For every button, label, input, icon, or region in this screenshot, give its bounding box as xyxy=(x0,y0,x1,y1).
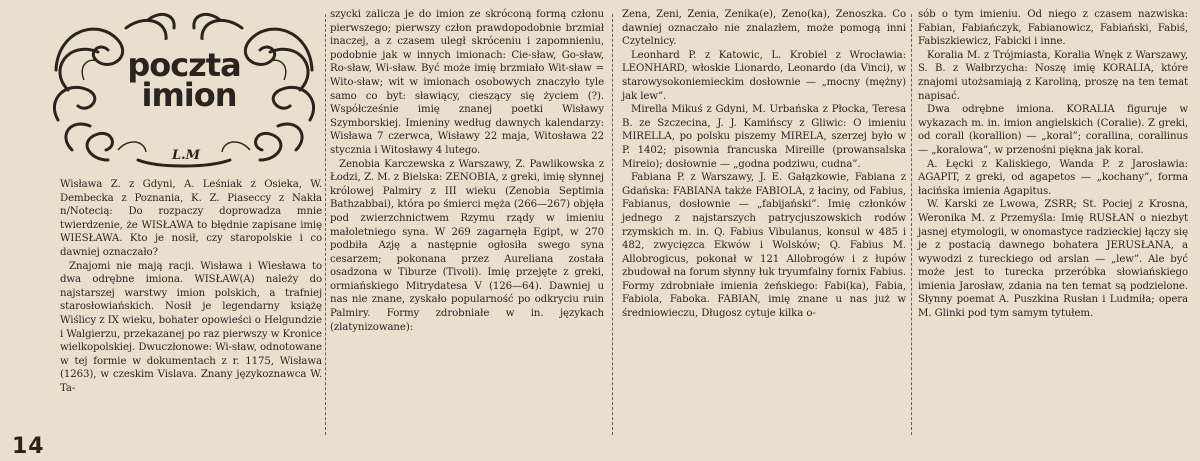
logo-title-line2: imion xyxy=(141,76,237,114)
column-3 xyxy=(622,8,906,321)
col3-paragraph-4: Fabiana P. z Warszawy, J. E. Gałązkowie, Fabiana z Gdańska: FABIANA także FABIOLA, z łaciny, od Fabius, Fabianus, dosłownie — „fabijański”. Imię członków jednego z najstarszych patrycjuszowskich rodów rzymskich m. in. Q. Fabius Vibulanus, konsul w 485 i 482, zwycięzca Ekwów i Wolsków; Q. Fabius M. Allobrogicus, pokonał w 121 Allobrogów i z łupów zbudował na forum słynny łuk tryumfalny fornix Fabius. Formy zdrobniałe imienia żeńskiego: Fabi(ka), Fabia, Fabiola, Faboka. FABIAN, imię znane u nas już w średniowieczu, Długosz cytuje kilka o- xyxy=(622,172,906,320)
column-divider-1 xyxy=(325,14,326,435)
column-1 xyxy=(60,178,322,396)
col1-paragraph-2: Znajomi nie mają racji. Wisława i Wiesława to dwa odrębne imiona. WISŁAW(A) należy do najstarszej warstwy imion polskich, a trafniej starosłowiańskich. Nosił je legendarny książę Wiślicy z IX wieku, bohater opowieści o Helgundzie i Walgierzu, przekazanej po raz pierwszy w Kronice wielkopolskiej. Dwuczłonowe: Wi-sław, odnotowane w tej formie w dokumentach z r. 1175, Wisława (1263), w czeskim Vislava. Znany językoznawca W. Ta- xyxy=(60,260,322,394)
col4-paragraph-5: W. Karski ze Lwowa, ZSRR; St. Pociej z Krosna, Weronika M. z Przemyśla: Imię RUSŁAN o niezbyt jasnej etymologii, w onomastyce radzieckiej łączy się je z postacią dawnego bohatera JERUSŁANA, a wywodzi z tureckiego od arslan — „lew”. Ale być może jest to turecka przeróbka słowiańskiego imienia Jarosław, zdania na ten temat są podzielone. Słynny poemat A. Puszkina Rusłan i Ludmiła; opera M. Glinki pod tym samym tytułem. xyxy=(918,199,1188,320)
logo-signature: L.M xyxy=(172,148,201,163)
col4-paragraph-3: Dwa odrębne imiona. KORALIA figuruje w wykazach m. in. imion angielskich (Coralie). Z greki, od corall (korallion) — „koral”; corallina, corallinus — „koralowa”, w przenośni piękna jak koral. xyxy=(918,104,1188,156)
column-4 xyxy=(918,8,1188,321)
page-number: 14 xyxy=(12,434,45,459)
col4-paragraph-2: Koralia M. z Trójmiasta, Koralia Wnęk z Warszawy, S. B. z Wałbrzycha: Noszę imię KORALIA, które znajomi utożsamiają z Karoliną, proszę na ten temat napisać. xyxy=(918,49,1188,102)
column-logo xyxy=(48,10,320,170)
col3-paragraph-3: Mirella Mikuś z Gdyni, M. Urbańska z Płocka, Teresa B. ze Szczecina, J. J. Kamińscy z Gliwic: O imieniu MIRELLA, po polsku piszemy MIRELA, szerzej było w P. 1402; pisownia francuska Mireille (prowansalska Mireio); dosłownie — „godna podziwu, cudna”. xyxy=(622,104,906,170)
col4-paragraph-1: sób o tym imieniu. Od niego z czasem nazwiska: Fabian, Fabiańczyk, Fabianowicz, Fabiański, Fabiś, Fabiszkiewicz, Fabicki i inne. xyxy=(918,9,1188,48)
col1-paragraph-1: Wisława Z. z Gdyni, A. Leśniak z Osieka, W. Dembecka z Poznania, K. Z. Piaseccy z Nakła n/Notecią: Do rozpaczy doprowadza mnie twierdzenie, że WISŁAWA to błędnie zapisane imię WIESŁAWA. Kto je nosił, czy staropolskie i co dawniej oznaczało? xyxy=(60,179,322,258)
logo-title-line1: poczta xyxy=(127,46,241,84)
column-2 xyxy=(330,8,604,334)
col2-paragraph-1: szycki zalicza je do imion ze skróconą formą członu pierwszego; pierwszy człon prawdopodobnie brzmiał inaczej, a z czasem uległ skróceniu i zapomnieniu, podobnie jak w innych imionach: Cie-sław, Go-sław, Ro-sław, Wi-sław. Być może imię brzmiało Wit-sław = Wito-sław; wit w imionach osobowych znaczyło tyle samo co byt: sławiący, cieszący się życiem (?). Współcześnie imię znanej poetki Wisławy Szymborskiej. Imieniny według dawnych kalendarzy: Wisława 7 czerwca, Wisławy 22 maja, Witosława 22 stycznia i Witosławy 4 lutego. xyxy=(330,9,604,156)
col3-paragraph-1: Zena, Zeni, Zenia, Zenika(e), Zeno(ka), Zenoszka. Co dawniej oznaczało nie znalazłem, może pomogą inni Czytelnicy. xyxy=(622,9,906,48)
col4-paragraph-4: A. Łęcki z Kaliskiego, Wanda P. z Jarosławia: AGAPIT, z greki, od agapetos — „kochany”, forma łacińska imienia Agapitus. xyxy=(918,158,1188,197)
col2-paragraph-2: Zenobia Karczewska z Warszawy, Z. Pawlikowska z Łodzi, Z. M. z Bielska: ZENOBIA, z greki, imię słynnej królowej Palmiry z III wieku (Zenobia Septimia Bathzabbai), która po śmierci męża (266—267) objęła pod zwierzchnictwem Rzymu rządy w imieniu małoletniego syna. W 269 zagarnęła Egipt, w 270 podbiła Azję a następnie ogłosiła swego syna cesarzem; pokonana przez Aureliana została osadzona w Tiburze (Tivoli). Imię przejęte z greki, ormiańskiego Mitrydatesa V (126—64). Dawniej u nas nie znane, zyskało popularność po odkryciu ruin Palmiry. Formy zdrobniałe w in. językach (zlatynizowane): xyxy=(330,158,604,333)
column-divider-3 xyxy=(911,14,912,435)
col3-paragraph-2: Leonhard P. z Katowic, L. Krobiel z Wrocławia: LEONHARD, włoskie Lionardo, Leonardo (da Vinci), w starowysokoniemieckim dosłownie — „mocny (mężny) jak lew”. xyxy=(622,49,906,102)
column-divider-2 xyxy=(612,14,613,435)
